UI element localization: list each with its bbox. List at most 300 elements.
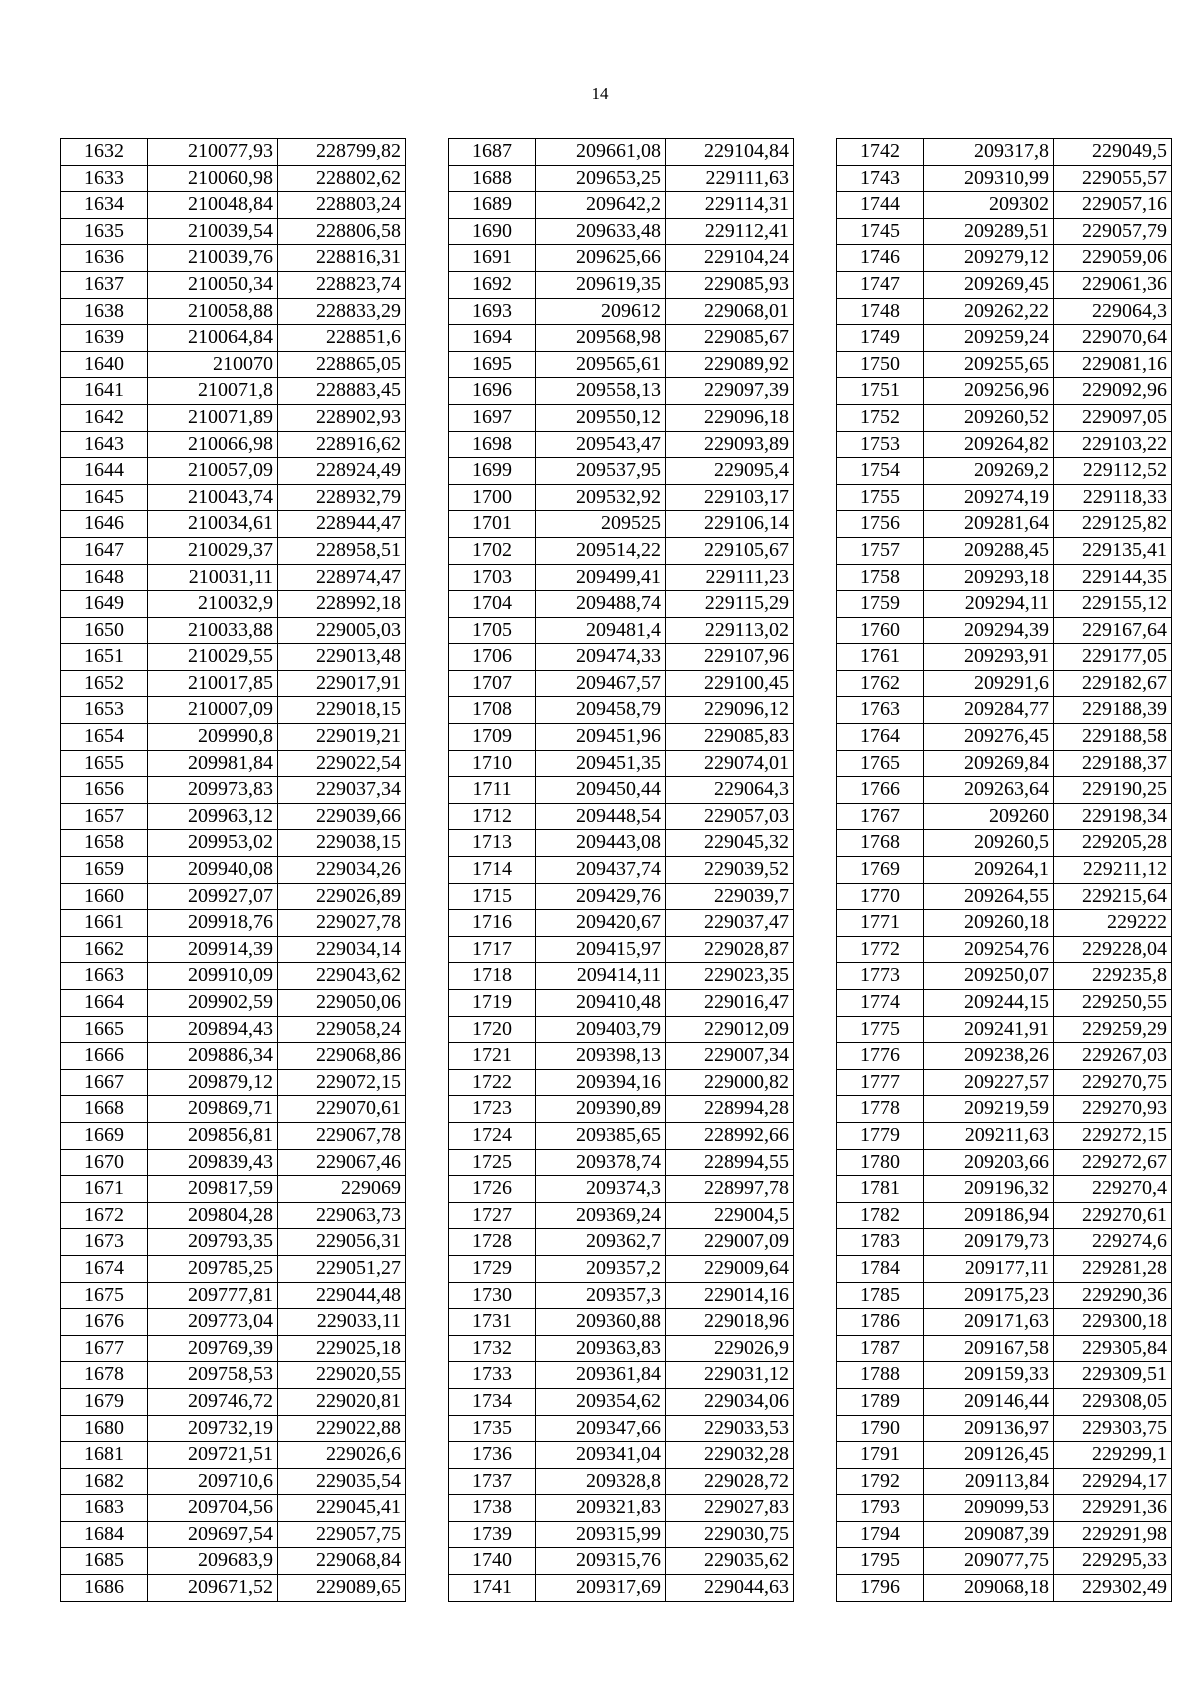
y-coordinate-cell: 229259,29 [1054, 1016, 1172, 1043]
point-number-cell: 1678 [61, 1362, 148, 1389]
y-coordinate-cell: 228851,6 [278, 325, 406, 352]
point-number-cell: 1674 [61, 1255, 148, 1282]
point-number-cell: 1726 [449, 1176, 536, 1203]
table-row [837, 1575, 1172, 1602]
x-coordinate-cell: 209347,66 [536, 1415, 666, 1442]
table-row [61, 1255, 406, 1282]
y-coordinate-cell: 229250,55 [1054, 990, 1172, 1017]
point-number-cell: 1643 [61, 431, 148, 458]
point-number-cell: 1751 [837, 378, 924, 405]
point-number-cell: 1750 [837, 351, 924, 378]
x-coordinate-cell: 209973,83 [148, 777, 278, 804]
y-coordinate-cell: 229105,67 [666, 537, 794, 564]
point-number-cell: 1700 [449, 484, 536, 511]
point-number-cell: 1710 [449, 750, 536, 777]
x-coordinate-cell: 209259,24 [924, 325, 1054, 352]
table-row [837, 1096, 1172, 1123]
y-coordinate-cell: 229188,58 [1054, 724, 1172, 751]
point-number-cell: 1795 [837, 1548, 924, 1575]
x-coordinate-cell: 209167,58 [924, 1335, 1054, 1362]
table-row [449, 990, 794, 1017]
point-number-cell: 1789 [837, 1388, 924, 1415]
table-row [61, 1202, 406, 1229]
table-row [449, 139, 794, 166]
x-coordinate-cell: 209474,33 [536, 644, 666, 671]
y-coordinate-cell: 229039,66 [278, 803, 406, 830]
x-coordinate-cell: 209804,28 [148, 1202, 278, 1229]
y-coordinate-cell: 229020,55 [278, 1362, 406, 1389]
point-number-cell: 1717 [449, 936, 536, 963]
x-coordinate-cell: 209910,09 [148, 963, 278, 990]
x-coordinate-cell: 209341,04 [536, 1442, 666, 1469]
point-number-cell: 1785 [837, 1282, 924, 1309]
y-coordinate-cell: 229281,28 [1054, 1255, 1172, 1282]
x-coordinate-cell: 209241,91 [924, 1016, 1054, 1043]
point-number-cell: 1664 [61, 990, 148, 1017]
y-coordinate-cell: 229056,31 [278, 1229, 406, 1256]
y-coordinate-cell: 229068,86 [278, 1043, 406, 1070]
x-coordinate-cell: 209179,73 [924, 1229, 1054, 1256]
point-number-cell: 1716 [449, 910, 536, 937]
table-row [61, 963, 406, 990]
point-number-cell: 1655 [61, 750, 148, 777]
y-coordinate-cell: 229274,6 [1054, 1229, 1172, 1256]
y-coordinate-cell: 229034,14 [278, 936, 406, 963]
point-number-cell: 1719 [449, 990, 536, 1017]
y-coordinate-cell: 229016,47 [666, 990, 794, 1017]
x-coordinate-cell: 209558,13 [536, 378, 666, 405]
y-coordinate-cell: 229063,73 [278, 1202, 406, 1229]
point-number-cell: 1686 [61, 1575, 148, 1602]
table-row [449, 431, 794, 458]
point-number-cell: 1734 [449, 1388, 536, 1415]
y-coordinate-cell: 228799,82 [278, 139, 406, 166]
x-coordinate-cell: 210007,09 [148, 697, 278, 724]
table-row [449, 537, 794, 564]
table-row [837, 1176, 1172, 1203]
point-number-cell: 1762 [837, 670, 924, 697]
table-row [449, 564, 794, 591]
table-row [61, 1069, 406, 1096]
y-coordinate-cell: 228916,62 [278, 431, 406, 458]
y-coordinate-cell: 229031,12 [666, 1362, 794, 1389]
table-row [449, 857, 794, 884]
table-row [837, 830, 1172, 857]
point-number-cell: 1780 [837, 1149, 924, 1176]
table-row [837, 803, 1172, 830]
coordinates-table-2 [448, 138, 794, 1602]
point-number-cell: 1701 [449, 511, 536, 538]
x-coordinate-cell: 209450,44 [536, 777, 666, 804]
x-coordinate-cell: 209403,79 [536, 1016, 666, 1043]
x-coordinate-cell: 209310,99 [924, 165, 1054, 192]
y-coordinate-cell: 229038,15 [278, 830, 406, 857]
table-row [837, 431, 1172, 458]
x-coordinate-cell: 209981,84 [148, 750, 278, 777]
table-row [837, 1442, 1172, 1469]
point-number-cell: 1756 [837, 511, 924, 538]
point-number-cell: 1713 [449, 830, 536, 857]
point-number-cell: 1753 [837, 431, 924, 458]
y-coordinate-cell: 229085,67 [666, 325, 794, 352]
table-row [61, 803, 406, 830]
point-number-cell: 1658 [61, 830, 148, 857]
point-number-cell: 1703 [449, 564, 536, 591]
table-row [61, 1442, 406, 1469]
y-coordinate-cell: 229017,91 [278, 670, 406, 697]
point-number-cell: 1724 [449, 1122, 536, 1149]
y-coordinate-cell: 229037,34 [278, 777, 406, 804]
table-row [449, 777, 794, 804]
y-coordinate-cell: 229114,31 [666, 192, 794, 219]
point-number-cell: 1661 [61, 910, 148, 937]
y-coordinate-cell: 229093,89 [666, 431, 794, 458]
point-number-cell: 1667 [61, 1069, 148, 1096]
y-coordinate-cell: 229067,46 [278, 1149, 406, 1176]
point-number-cell: 1652 [61, 670, 148, 697]
x-coordinate-cell: 209568,98 [536, 325, 666, 352]
x-coordinate-cell: 209704,56 [148, 1495, 278, 1522]
table-row [449, 404, 794, 431]
point-number-cell: 1782 [837, 1202, 924, 1229]
point-number-cell: 1670 [61, 1149, 148, 1176]
table-row [61, 883, 406, 910]
y-coordinate-cell: 229272,67 [1054, 1149, 1172, 1176]
x-coordinate-cell: 209886,34 [148, 1043, 278, 1070]
y-coordinate-cell: 229072,15 [278, 1069, 406, 1096]
table-row [61, 537, 406, 564]
table-row [837, 165, 1172, 192]
y-coordinate-cell: 229291,98 [1054, 1521, 1172, 1548]
table-row [449, 511, 794, 538]
table-row [61, 1548, 406, 1575]
point-number-cell: 1766 [837, 777, 924, 804]
table-row [837, 139, 1172, 166]
table-row [61, 644, 406, 671]
table-row [449, 1388, 794, 1415]
x-coordinate-cell: 210032,9 [148, 591, 278, 618]
y-coordinate-cell: 229300,18 [1054, 1309, 1172, 1336]
point-number-cell: 1773 [837, 963, 924, 990]
y-coordinate-cell: 229045,32 [666, 830, 794, 857]
table-row [61, 697, 406, 724]
y-coordinate-cell: 229112,41 [666, 218, 794, 245]
point-number-cell: 1697 [449, 404, 536, 431]
x-coordinate-cell: 209227,57 [924, 1069, 1054, 1096]
point-number-cell: 1684 [61, 1521, 148, 1548]
x-coordinate-cell: 209244,15 [924, 990, 1054, 1017]
y-coordinate-cell: 229057,16 [1054, 192, 1172, 219]
x-coordinate-cell: 209293,18 [924, 564, 1054, 591]
table-row [837, 484, 1172, 511]
table-row [837, 1521, 1172, 1548]
point-number-cell: 1721 [449, 1043, 536, 1070]
y-coordinate-cell: 229118,33 [1054, 484, 1172, 511]
point-number-cell: 1636 [61, 245, 148, 272]
point-number-cell: 1733 [449, 1362, 536, 1389]
table-row [61, 670, 406, 697]
y-coordinate-cell: 229294,17 [1054, 1468, 1172, 1495]
x-coordinate-cell: 209321,83 [536, 1495, 666, 1522]
table-row [449, 458, 794, 485]
x-coordinate-cell: 209914,39 [148, 936, 278, 963]
y-coordinate-cell: 229004,5 [666, 1202, 794, 1229]
x-coordinate-cell: 209294,39 [924, 617, 1054, 644]
x-coordinate-cell: 209525 [536, 511, 666, 538]
table-row [837, 617, 1172, 644]
table-row [837, 1548, 1172, 1575]
x-coordinate-cell: 209451,35 [536, 750, 666, 777]
x-coordinate-cell: 210066,98 [148, 431, 278, 458]
point-number-cell: 1637 [61, 271, 148, 298]
y-coordinate-cell: 229028,87 [666, 936, 794, 963]
x-coordinate-cell: 209458,79 [536, 697, 666, 724]
y-coordinate-cell: 228994,28 [666, 1096, 794, 1123]
x-coordinate-cell: 209293,91 [924, 644, 1054, 671]
point-number-cell: 1682 [61, 1468, 148, 1495]
y-coordinate-cell: 229135,41 [1054, 537, 1172, 564]
point-number-cell: 1765 [837, 750, 924, 777]
point-number-cell: 1744 [837, 192, 924, 219]
point-number-cell: 1728 [449, 1229, 536, 1256]
point-number-cell: 1796 [837, 1575, 924, 1602]
x-coordinate-cell: 209260,5 [924, 830, 1054, 857]
x-coordinate-cell: 209879,12 [148, 1069, 278, 1096]
point-number-cell: 1632 [61, 139, 148, 166]
point-number-cell: 1683 [61, 1495, 148, 1522]
table-row [449, 697, 794, 724]
y-coordinate-cell: 229222 [1054, 910, 1172, 937]
y-coordinate-cell: 229064,3 [666, 777, 794, 804]
point-number-cell: 1777 [837, 1069, 924, 1096]
x-coordinate-cell: 209661,08 [536, 139, 666, 166]
x-coordinate-cell: 209284,77 [924, 697, 1054, 724]
table-row [837, 404, 1172, 431]
table-row [837, 1149, 1172, 1176]
page-number: 14 [591, 84, 609, 103]
x-coordinate-cell: 209927,07 [148, 883, 278, 910]
point-number-cell: 1743 [837, 165, 924, 192]
x-coordinate-cell: 210050,34 [148, 271, 278, 298]
table-row [837, 1229, 1172, 1256]
point-number-cell: 1783 [837, 1229, 924, 1256]
table-row [837, 458, 1172, 485]
point-number-cell: 1718 [449, 963, 536, 990]
point-number-cell: 1690 [449, 218, 536, 245]
x-coordinate-cell: 209077,75 [924, 1548, 1054, 1575]
y-coordinate-cell: 229295,33 [1054, 1548, 1172, 1575]
table-row [449, 484, 794, 511]
x-coordinate-cell: 210033,88 [148, 617, 278, 644]
point-number-cell: 1702 [449, 537, 536, 564]
x-coordinate-cell: 209263,64 [924, 777, 1054, 804]
y-coordinate-cell: 228823,74 [278, 271, 406, 298]
y-coordinate-cell: 229308,05 [1054, 1388, 1172, 1415]
table-row [449, 1149, 794, 1176]
table-row [61, 378, 406, 405]
x-coordinate-cell: 209113,84 [924, 1468, 1054, 1495]
x-coordinate-cell: 209291,6 [924, 670, 1054, 697]
point-number-cell: 1687 [449, 139, 536, 166]
y-coordinate-cell: 229057,03 [666, 803, 794, 830]
y-coordinate-cell: 229092,96 [1054, 378, 1172, 405]
x-coordinate-cell: 209902,59 [148, 990, 278, 1017]
y-coordinate-cell: 229034,26 [278, 857, 406, 884]
point-number-cell: 1779 [837, 1122, 924, 1149]
x-coordinate-cell: 209642,2 [536, 192, 666, 219]
table-row [61, 1149, 406, 1176]
x-coordinate-cell: 209856,81 [148, 1122, 278, 1149]
point-number-cell: 1731 [449, 1309, 536, 1336]
point-number-cell: 1668 [61, 1096, 148, 1123]
y-coordinate-cell: 229095,4 [666, 458, 794, 485]
table-row [449, 298, 794, 325]
x-coordinate-cell: 209869,71 [148, 1096, 278, 1123]
y-coordinate-cell: 229167,64 [1054, 617, 1172, 644]
y-coordinate-cell: 229069 [278, 1176, 406, 1203]
point-number-cell: 1641 [61, 378, 148, 405]
table-row [61, 910, 406, 937]
x-coordinate-cell: 210034,61 [148, 511, 278, 538]
y-coordinate-cell: 229050,06 [278, 990, 406, 1017]
x-coordinate-cell: 209099,53 [924, 1495, 1054, 1522]
x-coordinate-cell: 209269,45 [924, 271, 1054, 298]
y-coordinate-cell: 229027,83 [666, 1495, 794, 1522]
x-coordinate-cell: 209068,18 [924, 1575, 1054, 1602]
y-coordinate-cell: 229089,65 [278, 1575, 406, 1602]
point-number-cell: 1657 [61, 803, 148, 830]
point-number-cell: 1781 [837, 1176, 924, 1203]
x-coordinate-cell: 209918,76 [148, 910, 278, 937]
table-row [61, 1335, 406, 1362]
point-number-cell: 1688 [449, 165, 536, 192]
table-row [837, 644, 1172, 671]
x-coordinate-cell: 209953,02 [148, 830, 278, 857]
table-row [61, 165, 406, 192]
table-row [61, 617, 406, 644]
point-number-cell: 1768 [837, 830, 924, 857]
table-row [449, 1202, 794, 1229]
point-number-cell: 1711 [449, 777, 536, 804]
y-coordinate-cell: 229026,9 [666, 1335, 794, 1362]
x-coordinate-cell: 209288,45 [924, 537, 1054, 564]
table-row [449, 1335, 794, 1362]
y-coordinate-cell: 229007,34 [666, 1043, 794, 1070]
point-number-cell: 1640 [61, 351, 148, 378]
y-coordinate-cell: 229025,18 [278, 1335, 406, 1362]
y-coordinate-cell: 229305,84 [1054, 1335, 1172, 1362]
x-coordinate-cell: 209710,6 [148, 1468, 278, 1495]
x-coordinate-cell: 209361,84 [536, 1362, 666, 1389]
table-row [449, 1069, 794, 1096]
y-coordinate-cell: 228833,29 [278, 298, 406, 325]
table-row [837, 192, 1172, 219]
point-number-cell: 1723 [449, 1096, 536, 1123]
x-coordinate-cell: 209671,52 [148, 1575, 278, 1602]
point-number-cell: 1748 [837, 298, 924, 325]
table-row [61, 1016, 406, 1043]
table-row [837, 271, 1172, 298]
point-number-cell: 1788 [837, 1362, 924, 1389]
y-coordinate-cell: 229044,48 [278, 1282, 406, 1309]
table-row [837, 857, 1172, 884]
table-row [837, 936, 1172, 963]
table-row [449, 724, 794, 751]
table-row [449, 192, 794, 219]
y-coordinate-cell: 229059,06 [1054, 245, 1172, 272]
x-coordinate-cell: 209260,18 [924, 910, 1054, 937]
y-coordinate-cell: 229019,21 [278, 724, 406, 751]
y-coordinate-cell: 229030,75 [666, 1521, 794, 1548]
table-row [449, 325, 794, 352]
table-row [61, 1176, 406, 1203]
table-row [449, 245, 794, 272]
point-number-cell: 1794 [837, 1521, 924, 1548]
y-coordinate-cell: 229272,15 [1054, 1122, 1172, 1149]
table-row [837, 1309, 1172, 1336]
point-number-cell: 1666 [61, 1043, 148, 1070]
x-coordinate-cell: 209817,59 [148, 1176, 278, 1203]
table-row [449, 1096, 794, 1123]
table-row [837, 777, 1172, 804]
y-coordinate-cell: 229039,7 [666, 883, 794, 910]
x-coordinate-cell: 209467,57 [536, 670, 666, 697]
point-number-cell: 1725 [449, 1149, 536, 1176]
x-coordinate-cell: 209514,22 [536, 537, 666, 564]
y-coordinate-cell: 229043,62 [278, 963, 406, 990]
point-number-cell: 1754 [837, 458, 924, 485]
y-coordinate-cell: 229291,36 [1054, 1495, 1172, 1522]
x-coordinate-cell: 209255,65 [924, 351, 1054, 378]
x-coordinate-cell: 209171,63 [924, 1309, 1054, 1336]
table-row [449, 1495, 794, 1522]
y-coordinate-cell: 229097,05 [1054, 404, 1172, 431]
x-coordinate-cell: 209443,08 [536, 830, 666, 857]
table-row [837, 750, 1172, 777]
y-coordinate-cell: 229100,45 [666, 670, 794, 697]
y-coordinate-cell: 229144,35 [1054, 564, 1172, 591]
x-coordinate-cell: 209481,4 [536, 617, 666, 644]
y-coordinate-cell: 229270,61 [1054, 1202, 1172, 1229]
y-coordinate-cell: 229089,92 [666, 351, 794, 378]
point-number-cell: 1689 [449, 192, 536, 219]
y-coordinate-cell: 229188,37 [1054, 750, 1172, 777]
table-row [61, 1282, 406, 1309]
point-number-cell: 1685 [61, 1548, 148, 1575]
point-number-cell: 1784 [837, 1255, 924, 1282]
point-number-cell: 1712 [449, 803, 536, 830]
y-coordinate-cell: 229155,12 [1054, 591, 1172, 618]
y-coordinate-cell: 228992,18 [278, 591, 406, 618]
y-coordinate-cell: 229012,09 [666, 1016, 794, 1043]
point-number-cell: 1680 [61, 1415, 148, 1442]
x-coordinate-cell: 209279,12 [924, 245, 1054, 272]
table-row [449, 1575, 794, 1602]
x-coordinate-cell: 209990,8 [148, 724, 278, 751]
table-row [837, 1122, 1172, 1149]
point-number-cell: 1706 [449, 644, 536, 671]
x-coordinate-cell: 209565,61 [536, 351, 666, 378]
x-coordinate-cell: 209369,24 [536, 1202, 666, 1229]
x-coordinate-cell: 209219,59 [924, 1096, 1054, 1123]
y-coordinate-cell: 229103,17 [666, 484, 794, 511]
table-row [837, 1362, 1172, 1389]
table-row [61, 1122, 406, 1149]
table-row [837, 1335, 1172, 1362]
y-coordinate-cell: 228806,58 [278, 218, 406, 245]
y-coordinate-cell: 229058,24 [278, 1016, 406, 1043]
table-row [61, 724, 406, 751]
